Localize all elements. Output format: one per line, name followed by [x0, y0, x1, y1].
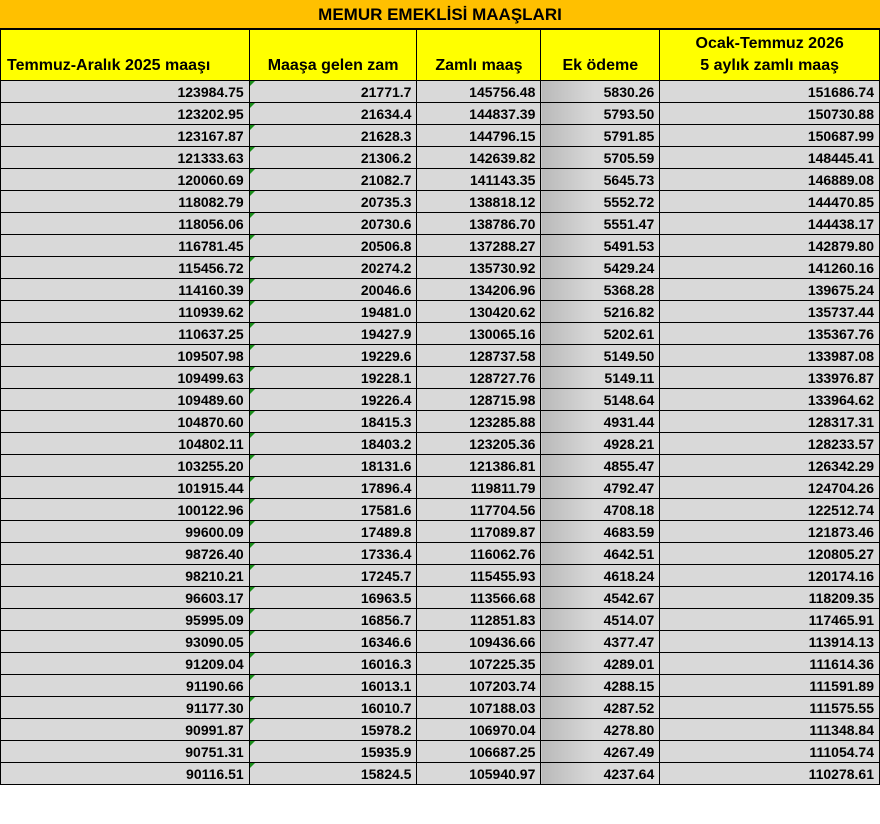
extra-payment-cell[interactable]: 4278.80 — [541, 719, 660, 741]
salary-2026-cell[interactable]: 118209.35 — [660, 587, 880, 609]
salary-2026-cell[interactable]: 117465.91 — [660, 609, 880, 631]
raise-cell[interactable]: 17336.4 — [249, 543, 417, 565]
prev-salary-cell[interactable]: 96603.17 — [1, 587, 250, 609]
table-row — [1, 741, 880, 763]
prev-salary-cell[interactable]: 118082.79 — [1, 191, 250, 213]
new-salary-cell[interactable]: 128715.98 — [417, 389, 541, 411]
extra-payment-cell[interactable]: 4542.67 — [541, 587, 660, 609]
prev-salary-cell[interactable]: 123984.75 — [1, 81, 250, 103]
salary-2026-cell[interactable]: 144470.85 — [660, 191, 880, 213]
raise-cell[interactable]: 15978.2 — [249, 719, 417, 741]
header-extra-payment[interactable]: Ek ödeme — [541, 30, 660, 81]
table-row — [1, 697, 880, 719]
new-salary-cell[interactable]: 138818.12 — [417, 191, 541, 213]
new-salary-cell[interactable]: 128727.76 — [417, 367, 541, 389]
extra-payment-cell[interactable]: 5705.59 — [541, 147, 660, 169]
raise-cell[interactable]: 17245.7 — [249, 565, 417, 587]
prev-salary-cell[interactable]: 110637.25 — [1, 323, 250, 345]
table-row — [1, 631, 880, 653]
new-salary-cell[interactable]: 115455.93 — [417, 565, 541, 587]
header-new-salary[interactable]: Zamlı maaş — [417, 30, 541, 81]
table-row — [1, 345, 880, 367]
salary-2026-cell[interactable]: 151686.74 — [660, 81, 880, 103]
prev-salary-cell[interactable]: 115456.72 — [1, 257, 250, 279]
table-title: MEMUR EMEKLİSİ MAAŞLARI — [0, 0, 880, 29]
header-row — [1, 30, 880, 81]
extra-payment-cell[interactable]: 4855.47 — [541, 455, 660, 477]
prev-salary-cell[interactable]: 91209.04 — [1, 653, 250, 675]
extra-payment-cell[interactable]: 4792.47 — [541, 477, 660, 499]
new-salary-cell[interactable]: 141143.35 — [417, 169, 541, 191]
salary-2026-cell[interactable]: 146889.08 — [660, 169, 880, 191]
prev-salary-cell[interactable]: 104802.11 — [1, 433, 250, 455]
extra-payment-cell[interactable]: 5791.85 — [541, 125, 660, 147]
extra-payment-cell[interactable]: 5368.28 — [541, 279, 660, 301]
prev-salary-cell[interactable]: 120060.69 — [1, 169, 250, 191]
raise-cell[interactable]: 21306.2 — [249, 147, 417, 169]
new-salary-cell[interactable]: 128737.58 — [417, 345, 541, 367]
salary-2026-cell[interactable]: 122512.74 — [660, 499, 880, 521]
table-row — [1, 301, 880, 323]
prev-salary-cell[interactable]: 98210.21 — [1, 565, 250, 587]
extra-payment-cell[interactable]: 5429.24 — [541, 257, 660, 279]
table-body — [1, 81, 880, 785]
raise-cell[interactable]: 19228.1 — [249, 367, 417, 389]
prev-salary-cell[interactable]: 114160.39 — [1, 279, 250, 301]
extra-payment-cell[interactable]: 4287.52 — [541, 697, 660, 719]
table-row — [1, 499, 880, 521]
salary-2026-cell[interactable]: 135367.76 — [660, 323, 880, 345]
extra-payment-cell[interactable]: 4267.49 — [541, 741, 660, 763]
new-salary-cell[interactable]: 107203.74 — [417, 675, 541, 697]
salary-2026-cell[interactable]: 150687.99 — [660, 125, 880, 147]
raise-cell[interactable]: 19229.6 — [249, 345, 417, 367]
new-salary-cell[interactable]: 106970.04 — [417, 719, 541, 741]
salary-2026-cell[interactable]: 148445.41 — [660, 147, 880, 169]
prev-salary-cell[interactable]: 109489.60 — [1, 389, 250, 411]
extra-payment-cell[interactable]: 5148.64 — [541, 389, 660, 411]
table-row — [1, 521, 880, 543]
extra-payment-cell[interactable]: 4237.64 — [541, 763, 660, 785]
header-prev-salary[interactable]: Temmuz-Aralık 2025 maaşı — [1, 30, 250, 81]
salary-2026-cell[interactable]: 111575.55 — [660, 697, 880, 719]
table-row — [1, 609, 880, 631]
salary-2026-cell[interactable]: 121873.46 — [660, 521, 880, 543]
new-salary-cell[interactable]: 137288.27 — [417, 235, 541, 257]
raise-cell[interactable]: 18415.3 — [249, 411, 417, 433]
table-row — [1, 455, 880, 477]
prev-salary-cell[interactable]: 95995.09 — [1, 609, 250, 631]
salary-2026-cell[interactable]: 111054.74 — [660, 741, 880, 763]
raise-cell[interactable]: 16013.1 — [249, 675, 417, 697]
prev-salary-cell[interactable]: 103255.20 — [1, 455, 250, 477]
raise-cell[interactable]: 19481.0 — [249, 301, 417, 323]
raise-cell[interactable]: 21634.4 — [249, 103, 417, 125]
salary-2026-cell[interactable]: 139675.24 — [660, 279, 880, 301]
prev-salary-cell[interactable]: 110939.62 — [1, 301, 250, 323]
new-salary-cell[interactable]: 117704.56 — [417, 499, 541, 521]
new-salary-cell[interactable]: 134206.96 — [417, 279, 541, 301]
raise-cell[interactable]: 21628.3 — [249, 125, 417, 147]
prev-salary-cell[interactable]: 109499.63 — [1, 367, 250, 389]
salary-2026-cell[interactable]: 126342.29 — [660, 455, 880, 477]
new-salary-cell[interactable]: 117089.87 — [417, 521, 541, 543]
raise-cell[interactable]: 20046.6 — [249, 279, 417, 301]
salary-2026-cell[interactable]: 120174.16 — [660, 565, 880, 587]
new-salary-cell[interactable]: 138786.70 — [417, 213, 541, 235]
new-salary-cell[interactable]: 144796.15 — [417, 125, 541, 147]
prev-salary-cell[interactable]: 90116.51 — [1, 763, 250, 785]
prev-salary-cell[interactable]: 99600.09 — [1, 521, 250, 543]
raise-cell[interactable]: 20730.6 — [249, 213, 417, 235]
extra-payment-cell[interactable]: 5552.72 — [541, 191, 660, 213]
table-row — [1, 675, 880, 697]
raise-cell[interactable]: 18403.2 — [249, 433, 417, 455]
prev-salary-cell[interactable]: 121333.63 — [1, 147, 250, 169]
prev-salary-cell[interactable]: 93090.05 — [1, 631, 250, 653]
salary-2026-cell[interactable]: 133976.87 — [660, 367, 880, 389]
prev-salary-cell[interactable]: 101915.44 — [1, 477, 250, 499]
raise-cell[interactable]: 20735.3 — [249, 191, 417, 213]
prev-salary-cell[interactable]: 90751.31 — [1, 741, 250, 763]
salary-2026-cell[interactable]: 128317.31 — [660, 411, 880, 433]
new-salary-cell[interactable]: 113566.68 — [417, 587, 541, 609]
table-row — [1, 257, 880, 279]
salary-2026-cell[interactable]: 110278.61 — [660, 763, 880, 785]
table-row — [1, 103, 880, 125]
extra-payment-cell[interactable]: 5216.82 — [541, 301, 660, 323]
table-row — [1, 81, 880, 103]
table-row — [1, 389, 880, 411]
table-row — [1, 719, 880, 741]
new-salary-cell[interactable]: 135730.92 — [417, 257, 541, 279]
extra-payment-cell[interactable]: 4288.15 — [541, 675, 660, 697]
prev-salary-cell[interactable]: 100122.96 — [1, 499, 250, 521]
salary-table — [0, 29, 880, 785]
salary-2026-cell[interactable]: 142879.80 — [660, 235, 880, 257]
header-2026-salary[interactable]: Ocak-Temmuz 2026 5 aylık zamlı maaş — [660, 30, 880, 81]
salary-2026-cell[interactable]: 135737.44 — [660, 301, 880, 323]
new-salary-cell[interactable]: 142639.82 — [417, 147, 541, 169]
extra-payment-cell[interactable]: 5793.50 — [541, 103, 660, 125]
table-row — [1, 433, 880, 455]
salary-2026-cell[interactable]: 113914.13 — [660, 631, 880, 653]
new-salary-cell[interactable]: 107188.03 — [417, 697, 541, 719]
table-row — [1, 367, 880, 389]
prev-salary-cell[interactable]: 123167.87 — [1, 125, 250, 147]
extra-payment-cell[interactable]: 5202.61 — [541, 323, 660, 345]
new-salary-cell[interactable]: 106687.25 — [417, 741, 541, 763]
salary-2026-cell[interactable]: 111591.89 — [660, 675, 880, 697]
table-row — [1, 213, 880, 235]
table-row — [1, 477, 880, 499]
new-salary-cell[interactable]: 130420.62 — [417, 301, 541, 323]
extra-payment-cell[interactable]: 5491.53 — [541, 235, 660, 257]
salary-2026-cell[interactable]: 133987.08 — [660, 345, 880, 367]
salary-2026-cell[interactable]: 141260.16 — [660, 257, 880, 279]
extra-payment-cell[interactable]: 5149.11 — [541, 367, 660, 389]
raise-cell[interactable]: 17896.4 — [249, 477, 417, 499]
new-salary-cell[interactable]: 123285.88 — [417, 411, 541, 433]
salary-2026-cell[interactable]: 111348.84 — [660, 719, 880, 741]
extra-payment-cell[interactable]: 4618.24 — [541, 565, 660, 587]
salary-2026-cell[interactable]: 111614.36 — [660, 653, 880, 675]
raise-cell[interactable]: 16856.7 — [249, 609, 417, 631]
prev-salary-cell[interactable]: 104870.60 — [1, 411, 250, 433]
extra-payment-cell[interactable]: 4708.18 — [541, 499, 660, 521]
prev-salary-cell[interactable]: 109507.98 — [1, 345, 250, 367]
prev-salary-cell[interactable]: 118056.06 — [1, 213, 250, 235]
raise-cell[interactable]: 17489.8 — [249, 521, 417, 543]
raise-cell[interactable]: 19427.9 — [249, 323, 417, 345]
raise-cell[interactable]: 21771.7 — [249, 81, 417, 103]
salary-2026-cell[interactable]: 144438.17 — [660, 213, 880, 235]
salary-2026-cell[interactable]: 150730.88 — [660, 103, 880, 125]
table-row — [1, 191, 880, 213]
new-salary-cell[interactable]: 144837.39 — [417, 103, 541, 125]
prev-salary-cell[interactable]: 90991.87 — [1, 719, 250, 741]
prev-salary-cell[interactable]: 116781.45 — [1, 235, 250, 257]
extra-payment-cell[interactable]: 5149.50 — [541, 345, 660, 367]
table-row — [1, 169, 880, 191]
extra-payment-cell[interactable]: 4931.44 — [541, 411, 660, 433]
raise-cell[interactable]: 21082.7 — [249, 169, 417, 191]
raise-cell[interactable]: 16010.7 — [249, 697, 417, 719]
raise-cell[interactable]: 15935.9 — [249, 741, 417, 763]
extra-payment-cell[interactable]: 5551.47 — [541, 213, 660, 235]
salary-2026-cell[interactable]: 133964.62 — [660, 389, 880, 411]
raise-cell[interactable]: 16346.6 — [249, 631, 417, 653]
new-salary-cell[interactable]: 112851.83 — [417, 609, 541, 631]
new-salary-cell[interactable]: 119811.79 — [417, 477, 541, 499]
new-salary-cell[interactable]: 130065.16 — [417, 323, 541, 345]
table-row — [1, 235, 880, 257]
extra-payment-cell[interactable]: 4514.07 — [541, 609, 660, 631]
extra-payment-cell[interactable]: 5830.26 — [541, 81, 660, 103]
table-row — [1, 279, 880, 301]
extra-payment-cell[interactable]: 4377.47 — [541, 631, 660, 653]
extra-payment-cell[interactable]: 4289.01 — [541, 653, 660, 675]
new-salary-cell[interactable]: 145756.48 — [417, 81, 541, 103]
extra-payment-cell[interactable]: 4928.21 — [541, 433, 660, 455]
prev-salary-cell[interactable]: 91190.66 — [1, 675, 250, 697]
salary-2026-cell[interactable]: 128233.57 — [660, 433, 880, 455]
table-row — [1, 565, 880, 587]
table-row — [1, 543, 880, 565]
raise-cell[interactable]: 15824.5 — [249, 763, 417, 785]
salary-2026-cell[interactable]: 120805.27 — [660, 543, 880, 565]
new-salary-cell[interactable]: 121386.81 — [417, 455, 541, 477]
prev-salary-cell[interactable]: 123202.95 — [1, 103, 250, 125]
extra-payment-cell[interactable]: 4683.59 — [541, 521, 660, 543]
extra-payment-cell[interactable]: 5645.73 — [541, 169, 660, 191]
header-raise[interactable]: Maaşa gelen zam — [249, 30, 417, 81]
raise-cell[interactable]: 20506.8 — [249, 235, 417, 257]
raise-cell[interactable]: 18131.6 — [249, 455, 417, 477]
table-row — [1, 763, 880, 785]
table-row — [1, 125, 880, 147]
prev-salary-cell[interactable]: 91177.30 — [1, 697, 250, 719]
new-salary-cell[interactable]: 105940.97 — [417, 763, 541, 785]
table-row — [1, 147, 880, 169]
new-salary-cell[interactable]: 107225.35 — [417, 653, 541, 675]
table-row — [1, 323, 880, 345]
table-row — [1, 411, 880, 433]
new-salary-cell[interactable]: 109436.66 — [417, 631, 541, 653]
prev-salary-cell[interactable]: 98726.40 — [1, 543, 250, 565]
salary-2026-cell[interactable]: 124704.26 — [660, 477, 880, 499]
raise-cell[interactable]: 16016.3 — [249, 653, 417, 675]
raise-cell[interactable]: 16963.5 — [249, 587, 417, 609]
table-row — [1, 587, 880, 609]
raise-cell[interactable]: 20274.2 — [249, 257, 417, 279]
raise-cell[interactable]: 17581.6 — [249, 499, 417, 521]
extra-payment-cell[interactable]: 4642.51 — [541, 543, 660, 565]
raise-cell[interactable]: 19226.4 — [249, 389, 417, 411]
table-row — [1, 653, 880, 675]
new-salary-cell[interactable]: 123205.36 — [417, 433, 541, 455]
new-salary-cell[interactable]: 116062.76 — [417, 543, 541, 565]
